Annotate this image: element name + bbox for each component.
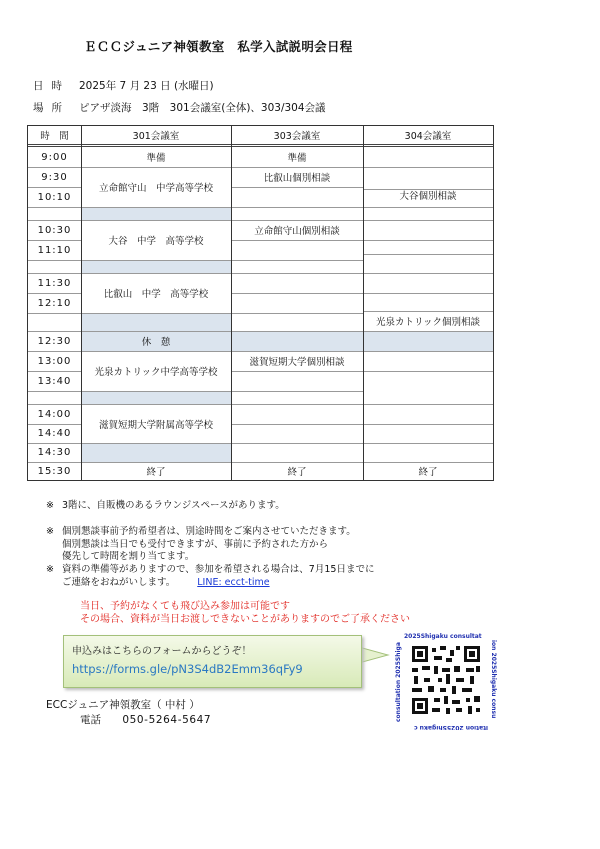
room303-break <box>231 331 363 351</box>
svg-text:ltation 2025Shigaku c: ltation 2025Shigaku c <box>414 724 488 730</box>
room301-gap <box>81 207 231 220</box>
date-value: 2025年 7 月 23 日 (水曜日) <box>79 80 214 92</box>
time-cell: 12:10 <box>37 297 72 309</box>
room301-end: 終了 <box>146 467 166 478</box>
qr-code[interactable] <box>392 630 504 730</box>
place-line <box>33 100 326 115</box>
time-cell <box>28 260 81 273</box>
time-cell: 12:30 <box>37 335 72 347</box>
room301-prep: 準備 <box>146 153 166 164</box>
room304-end: 終了 <box>418 467 438 478</box>
header-room304: 304会議室 <box>363 126 493 147</box>
time-cell: 14:40 <box>37 428 72 439</box>
time-cell <box>28 207 81 220</box>
room301-session: 光泉カトリック中学高等学校 <box>94 367 218 378</box>
note-3: ※ 資料の準備等がありますので、参加を希望される場合は、7月15日までに ご連絡をおねがいします。 LINE: ecct-time <box>46 564 375 588</box>
header-room303: 303会議室 <box>231 126 363 147</box>
room303-consult: 比叡山個別相談 <box>263 173 331 184</box>
time-cell: 14:00 <box>37 408 72 420</box>
time-cell: 13:00 <box>37 355 72 367</box>
room303-prep: 準備 <box>287 153 307 164</box>
qr-code-icon <box>392 630 504 730</box>
page-title: ＥＣＣジュニア神領教室 私学入試説明会日程 <box>84 39 353 54</box>
room304-consult: 光泉カトリック個別相談 <box>375 317 481 328</box>
room303-end: 終了 <box>287 467 307 478</box>
svg-text:ion 2025Shigaku consu: ion 2025Shigaku consu <box>490 640 497 719</box>
room301-gap <box>81 391 231 404</box>
svg-text:2025Shigaku consultat: 2025Shigaku consultat <box>404 633 482 640</box>
note-2: ※ 個別懇談事前予約希望者は、別途時間をご案内させていただきます。 個別懇談は当日でも受付できますが、事前に予約された方から 優先して時間を割り当てます。 <box>46 526 356 562</box>
place-label: 場所 <box>33 102 70 114</box>
time-cell: 10:10 <box>37 191 72 203</box>
schedule-table <box>27 125 494 481</box>
place-value: ピアザ淡海 3階 301会議室(全体)、303/304会議 <box>79 102 326 114</box>
walk-in-notice: 当日、予約がなくても飛び込み参加は可能です その場合、資料が当日お渡しできないことがありますのでご了承ください <box>80 601 410 625</box>
room301-break: 休 憩 <box>81 331 231 351</box>
footer-phone <box>80 712 211 727</box>
date-label: 日時 <box>33 80 70 92</box>
time-cell: 14:30 <box>37 447 72 458</box>
room304-break <box>363 331 493 351</box>
room303-consult: 立命館守山個別相談 <box>254 226 340 237</box>
callout-text: 申込みはこちらのフォームからどうぞ！ <box>72 646 252 657</box>
room301-session: 大谷 中学 高等学校 <box>108 236 204 247</box>
room304-consult: 大谷個別相談 <box>399 190 457 202</box>
note-1: ※ 3階に、自販機のあるラウンジスペースがあります。 <box>46 500 285 511</box>
time-cell <box>28 391 81 404</box>
phone-label: 電話 <box>80 714 101 726</box>
svg-text:consultation 2025Shiga: consultation 2025Shiga <box>395 642 402 722</box>
room301-gap <box>81 443 231 462</box>
footer-org: ECCジュニア神領教室（ 中村 ） <box>46 699 200 711</box>
room301-session: 比叡山 中学 高等学校 <box>103 289 209 300</box>
room303-consult: 滋賀短期大学個別相談 <box>249 357 345 368</box>
header-room301: 301会議室 <box>81 126 231 147</box>
header-time: 時 間 <box>28 126 81 147</box>
time-cell: 15:30 <box>37 465 72 477</box>
phone-number[interactable]: 050-5264-5647 <box>122 714 212 726</box>
time-cell: 9:30 <box>41 171 68 183</box>
room301-gap <box>81 260 231 273</box>
room301-gap <box>81 313 231 331</box>
room301-session: 立命館守山 中学高等学校 <box>98 183 213 194</box>
time-cell: 10:30 <box>37 224 72 236</box>
time-cell: 9:00 <box>41 151 68 163</box>
line-link[interactable]: LINE: ecct-time <box>197 576 270 588</box>
date-line <box>33 78 214 93</box>
room301-session: 滋賀短期大学附属高等学校 <box>98 419 213 431</box>
time-cell: 11:10 <box>37 244 72 256</box>
form-link[interactable]: https://forms.gle/pN3S4dB2Emm36qFy9 <box>72 662 303 676</box>
time-cell: 11:30 <box>37 277 72 289</box>
application-callout <box>63 635 362 688</box>
time-cell <box>28 313 81 331</box>
time-cell: 13:40 <box>37 375 72 387</box>
